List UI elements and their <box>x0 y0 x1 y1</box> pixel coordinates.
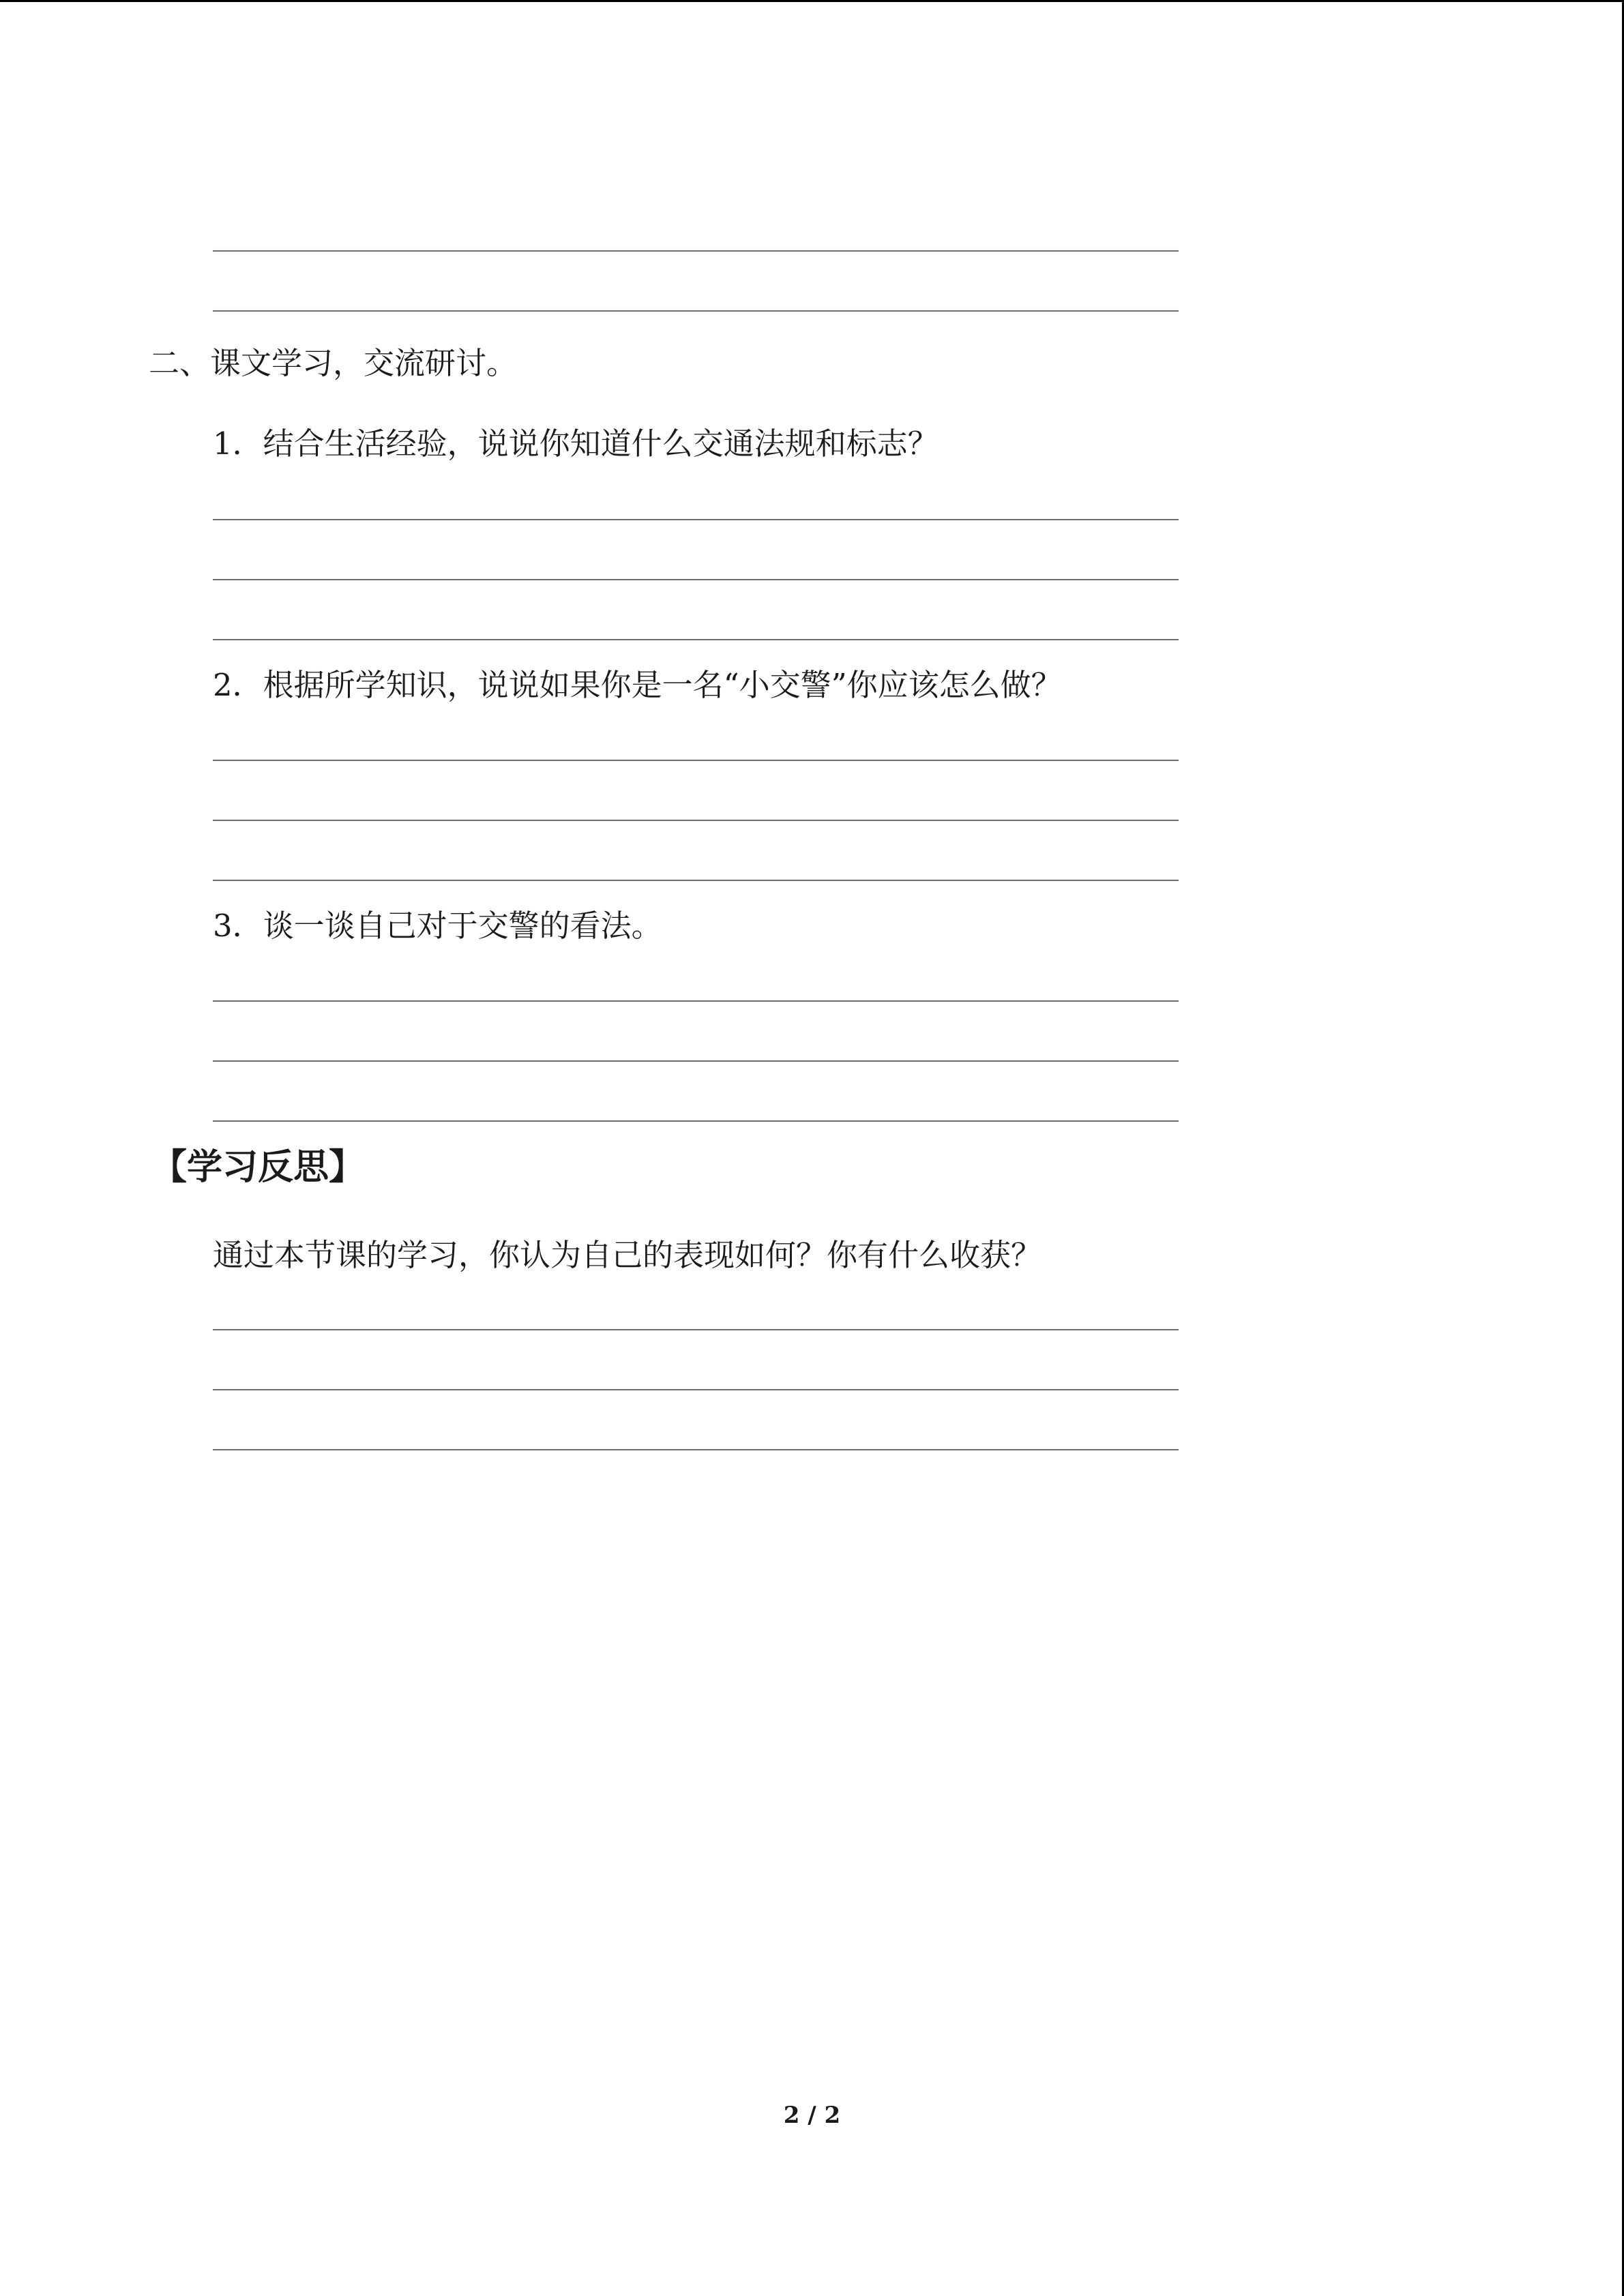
answer-line[interactable] <box>213 820 1179 821</box>
question-1: 1．结合生活经验，说说你知道什么交通法规和标志？ <box>213 426 939 462</box>
answer-line[interactable] <box>213 1329 1179 1330</box>
answer-line[interactable] <box>213 639 1179 640</box>
answer-line[interactable] <box>213 1120 1179 1122</box>
answer-line[interactable] <box>213 519 1179 520</box>
answer-line[interactable] <box>213 1449 1179 1450</box>
question-3: 3．谈一谈自己对于交警的看法。 <box>213 908 662 944</box>
reflection-prompt: 通过本节课的学习，你认为自己的表现如何？你有什么收获？ <box>213 1237 1042 1273</box>
reflection-heading: 【学习反思】 <box>151 1147 365 1188</box>
answer-line[interactable] <box>213 1060 1179 1062</box>
answer-line[interactable] <box>213 760 1179 761</box>
answer-line[interactable] <box>213 880 1179 881</box>
section-title: 二、课文学习，交流研讨。 <box>149 345 518 381</box>
answer-line[interactable] <box>213 1000 1179 1002</box>
page-number: 2 / 2 <box>783 2102 841 2129</box>
answer-line[interactable] <box>213 579 1179 580</box>
answer-line[interactable] <box>213 1389 1179 1390</box>
answer-line[interactable] <box>213 250 1179 252</box>
answer-line[interactable] <box>213 310 1179 312</box>
question-2: 2．根据所学知识，说说如果你是一名“小交警”你应该怎么做？ <box>213 667 1062 703</box>
